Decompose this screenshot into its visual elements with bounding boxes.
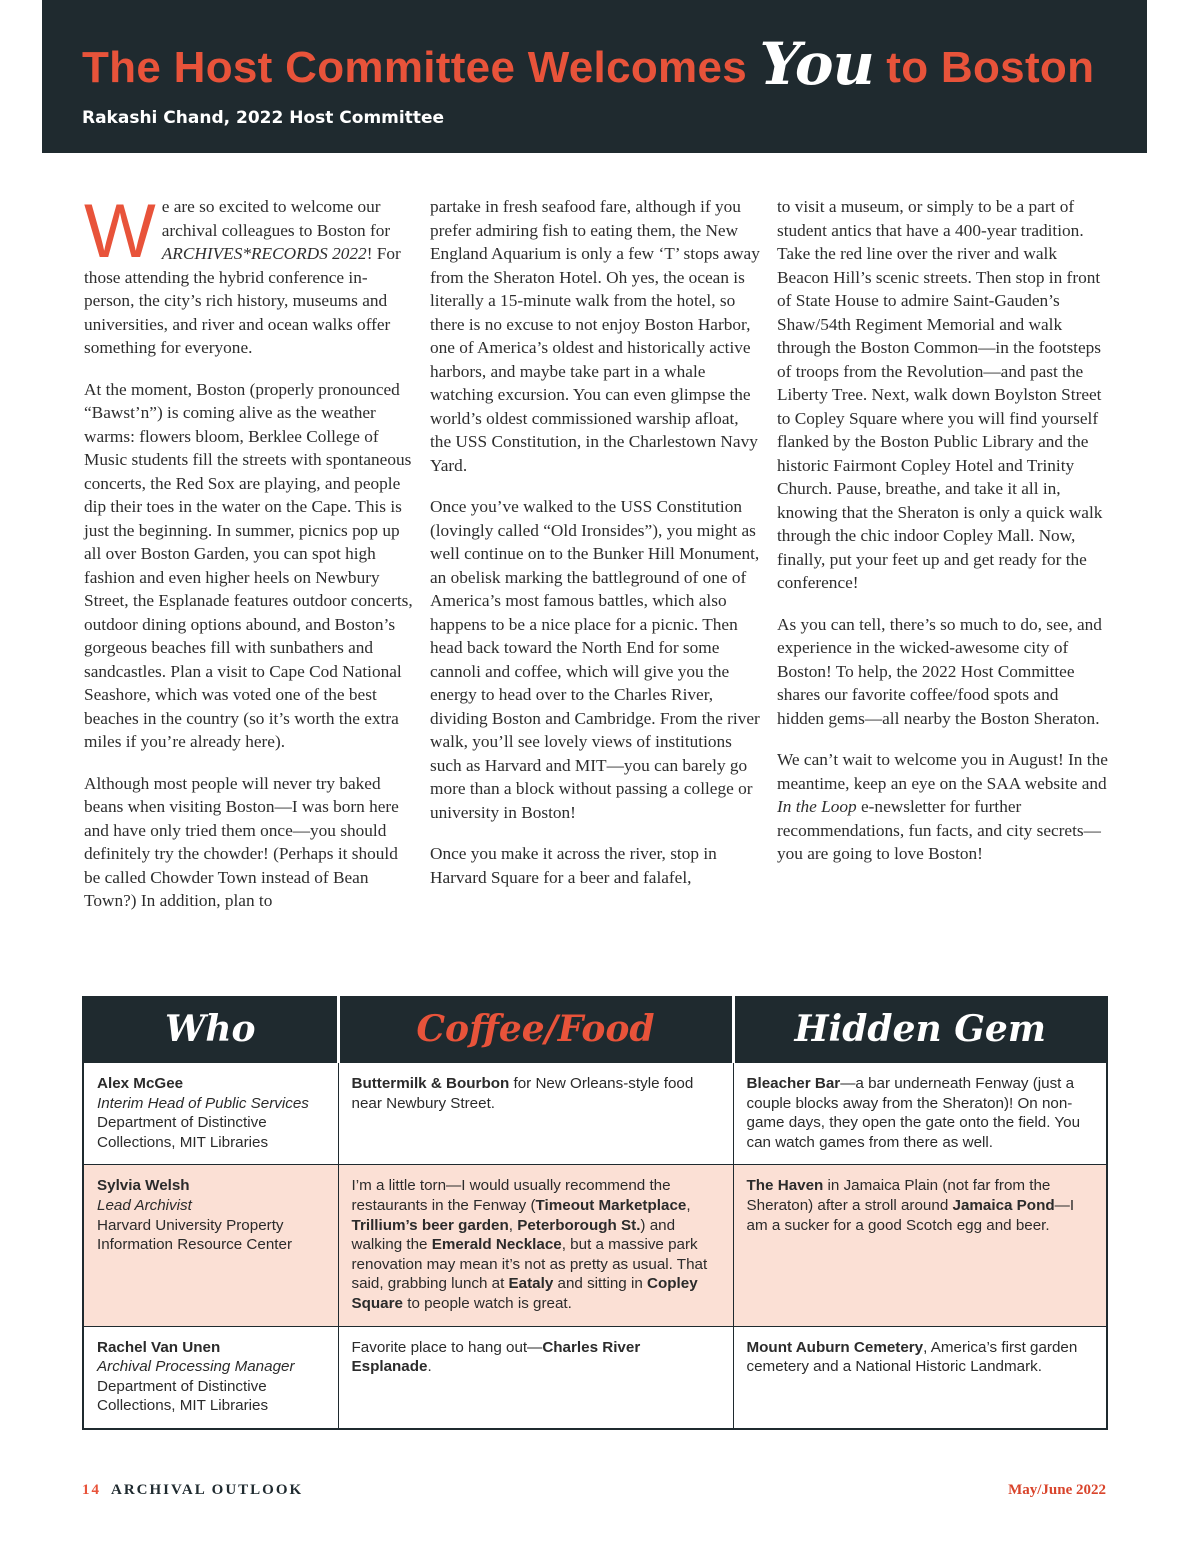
table-row (83, 1165, 1107, 1326)
place-name: Copley Square (351, 1275, 698, 1312)
person-name: Alex McGee (97, 1075, 184, 1092)
food-cell (338, 1063, 733, 1165)
gem-cell (733, 1063, 1107, 1165)
drop-cap: W (84, 189, 156, 274)
title-emphasis: You (759, 30, 874, 98)
title-text-start: The Host Committee Welcomes (82, 43, 747, 92)
who-cell (83, 1063, 338, 1165)
byline: Rakashi Chand, 2022 Host Committee (82, 108, 445, 128)
person-role: Archival Processing Manager (97, 1358, 295, 1376)
place-name: Eataly (508, 1275, 554, 1293)
place-name: Bleacher Bar (746, 1075, 841, 1092)
cell-text: and sitting in (553, 1275, 648, 1293)
cell-text: —a bar underneath Fenway (just a couple blocks away from the Sheraton)! On non-game days, they open the gate onto the field. You can watch games from there as well. (746, 1075, 1081, 1151)
cell-text: . (427, 1358, 432, 1376)
person-role: Lead Archivist (97, 1196, 192, 1214)
place-name: Charles River Esplanade (351, 1338, 641, 1376)
place-name: Jamaica Pond (952, 1196, 1055, 1214)
title-text-end: to Boston (886, 43, 1095, 92)
person-role: Interim Head of Public Services (97, 1094, 309, 1112)
person-org: Department of Distinctive Collections, MIT Libraries (97, 1377, 269, 1415)
person-org: Department of Distinctive Collections, MIT Libraries (97, 1114, 269, 1151)
cell-text: for New Orleans-style food near Newbury Street. (351, 1075, 694, 1112)
article-paragraph: As you can tell, there’s so much to do, see, and experience in the wicked-awesome city of Boston! To help, the 2022 Host Committee shares our favorite coffee/food spots and hidden gems—all nearby the Boston Sheraton. (777, 614, 1102, 728)
cell-text: in Jamaica Plain (not far from the Sheraton) after a stroll around (746, 1177, 1051, 1214)
footer-publication (82, 1482, 303, 1499)
place-name: Timeout Marketplace (535, 1196, 687, 1214)
article-paragraph: At the moment, Boston (properly pronounced “Bawst’n”) is coming alive as the weather warms: flowers bloom, Berklee College of Music students fill the streets with spontaneous concerts, the Red Sox are playing, and people dip their toes in the water on the Cape. This is just the beginning. In summer, picnics pop up all over Boston Garden, you can spot high fashion and even higher heels on Newbury Street, the Esplanade features outdoor concerts, outdoor dining options abound, and Boston’s gorgeous beaches fill with sunbathers and sandcastles. Plan a visit to Cape Cod National Seashore, which was voted one of the best beaches in the country (so it’s worth the extra miles if you’re already here). (84, 379, 413, 751)
cell-text: , America’s first garden cemetery and a National Historic Landmark. (746, 1338, 1078, 1376)
article-paragraph (777, 748, 1109, 866)
article-paragraph: Although most people will never try baked beans when visiting Boston—I was born here and have only tried them once—you should definitely try the chowder! (Perhaps it should be called Chowder Town instead of Bean Town?) In addition, plan to (84, 773, 399, 910)
paragraph-text: e are so excited to welcome our archival colleagues to Boston for (161, 197, 391, 240)
article-paragraph: Once you’ve walked to the USS Constitution (lovingly called “Old Ironsides”), you might as well continue on to the Bunker Hill Monument, an obelisk marking the battleground of one of America’s most famous battles, which also happens to be a nice place for a picnic. Then head back toward the North End for some cannoli and coffee, which will give you the energy to head over to the Charles River, dividing Boston and Cambridge. From the river walk, you’ll see lovely views of institutions such as Harvard and MIT—you can barely go more than a block without passing a college or university in Boston! (430, 497, 760, 822)
paragraph-text: e-newsletter for further recommendations, fun facts, and city secrets—you are going to love Boston! (777, 797, 1101, 863)
who-cell (83, 1165, 338, 1326)
conference-name: ARCHIVES*RECORDS 2022 (161, 244, 367, 263)
table-header-row (83, 997, 1107, 1063)
paragraph-text: We can’t wait to welcome you in August! In the meantime, keep an eye on the SAA website and (777, 750, 1108, 793)
food-cell (338, 1165, 733, 1326)
header-coffee-food: Coffee/Food (338, 997, 733, 1063)
recommendations-table (82, 996, 1108, 1430)
cell-text: I’m a little torn—I would usually recommend the restaurants in the Fenway ( (351, 1177, 671, 1214)
who-cell (83, 1326, 338, 1429)
header-banner (42, 0, 1147, 153)
cell-text: , (508, 1216, 518, 1234)
place-name: Buttermilk & Bourbon (351, 1075, 510, 1092)
cell-text: Favorite place to hang out— (351, 1338, 543, 1356)
article-paragraph: partake in fresh seafood fare, although if you prefer admiring fish to eating them, the New England Aquarium is only a few ‘T’ stops away from the Sheraton Hotel. Oh yes, the ocean is literally a 15-minute walk from the hotel, so there is no excuse to not enjoy Boston Harbor, one of America’s oldest and historically active harbors, and maybe take part in a whale watching excursion. You can even glimpse the world’s oldest commissioned warship afloat, the USS Constitution, in the Charlestown Navy Yard. (430, 197, 760, 475)
table-row (83, 1326, 1107, 1429)
article-column-1 (84, 189, 416, 931)
gem-cell (733, 1165, 1107, 1326)
paragraph-text: ! For those attending the hybrid conference in-person, the city’s rich history, museums and universities, and river and ocean walks offer something for everyone. (84, 244, 401, 357)
place-name: Emerald Necklace (431, 1236, 562, 1254)
article-column-3 (777, 195, 1109, 884)
table-row (83, 1063, 1107, 1165)
gem-cell (733, 1326, 1107, 1429)
article-paragraph: to visit a museum, or simply to be a part of student antics that have a 400-year tradition. Take the red line over the river and walk Beacon Hill’s scenic streets. Then stop in front of State House to admire Saint-Gauden’s Shaw/54th Regiment Memorial and walk through the Boston Common—in the footsteps of troops from the Revolution—and past the Liberty Tree. Next, walk down Boylston Street to Copley Square where you will find yourself flanked by the Boston Public Library and the historic Fairmont Copley Hotel and Trinity Church. Pause, breathe, and take it all in, knowing that the Sheraton is only a quick walk through the chic indoor Copley Mall. Now, finally, put your feet up and get ready for the conference! (777, 197, 1103, 592)
place-name: Peterborough St. (517, 1216, 641, 1234)
article-paragraph: Once you make it across the river, stop in Harvard Square for a beer and falafel, (430, 844, 717, 887)
article-paragraph (84, 189, 416, 360)
page-title (82, 28, 1094, 96)
food-cell (338, 1326, 733, 1429)
article-column-2 (430, 195, 762, 907)
cell-text: , (686, 1196, 691, 1214)
place-name: Mount Auburn Cemetery (746, 1338, 924, 1356)
person-name: Sylvia Welsh (97, 1177, 190, 1195)
newsletter-name: In the Loop (777, 797, 857, 816)
place-name: Trillium’s beer garden (351, 1216, 509, 1234)
footer-issue-date: May/June 2022 (1008, 1482, 1106, 1498)
header-who: Who (83, 997, 338, 1063)
cell-text: to people watch is great. (403, 1294, 572, 1312)
page-number: 14 (82, 1482, 101, 1498)
publication-name: ARCHIVAL OUTLOOK (111, 1482, 304, 1498)
person-name: Rachel Van Unen (97, 1338, 221, 1356)
header-hidden-gem: Hidden Gem (733, 997, 1107, 1063)
cell-text: ) and walking the (351, 1216, 676, 1254)
place-name: The Haven (746, 1177, 824, 1195)
person-org: Harvard University Property Information Resource Center (97, 1216, 292, 1254)
cell-text: , but a massive park renovation may mean it’s not as pretty as usual. That said, grabbing lunch at (351, 1236, 708, 1293)
cell-text: —I am a sucker for a good Scotch egg and beer. (746, 1196, 1075, 1234)
